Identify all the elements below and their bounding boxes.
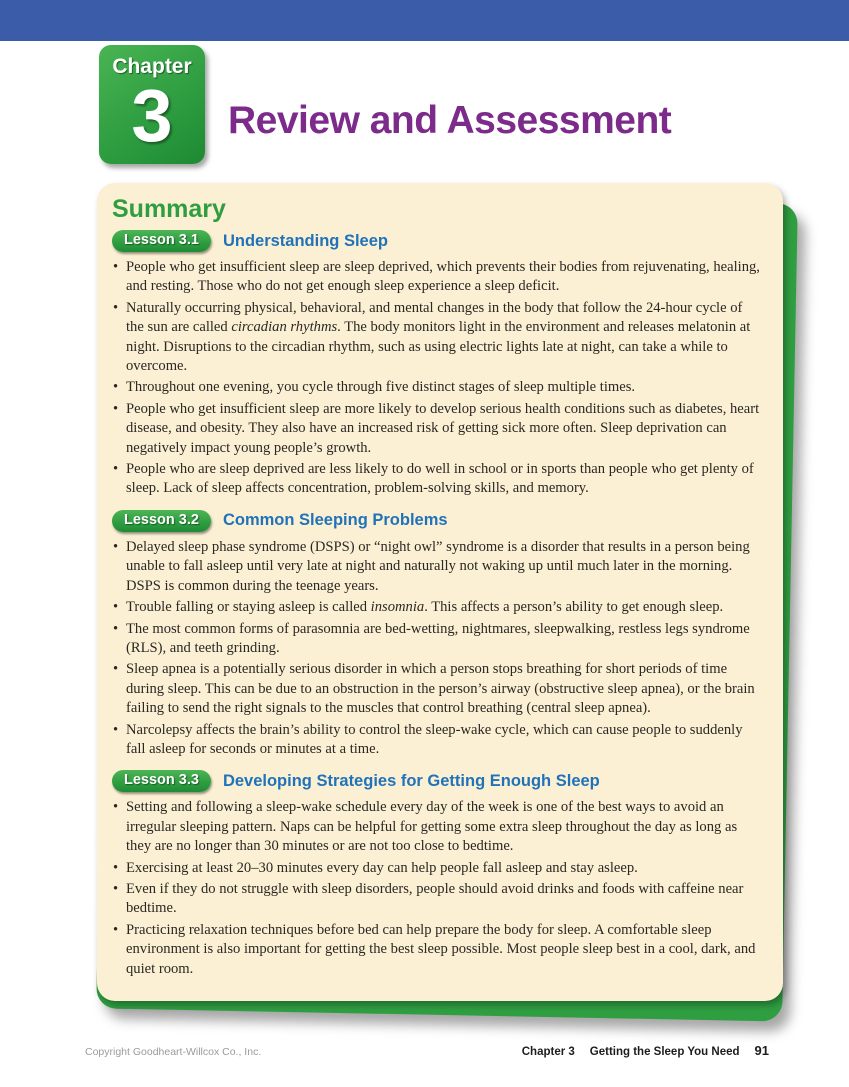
lessons-container (112, 230, 763, 979)
lesson-header (112, 770, 763, 792)
summary-bullet: • Trouble falling or staying asleep is called insomnia. This affects a person’s ability to get enough sleep. (113, 598, 763, 617)
lesson-section (112, 230, 763, 499)
lesson-section (112, 510, 763, 759)
summary-bullet: • Sleep apnea is a potentially serious disorder in which a person stops breathing for short periods of time during sleep. This can be due to an obstruction in the person’s airway (obstructive sleep apnea), or the brain failing to send the right signals to the muscles that control breathing (central sleep apnea). (113, 660, 763, 718)
lesson-header (112, 510, 763, 532)
summary-bullet: • Naturally occurring physical, behavioral, and mental changes in the body that follow the 24-hour cycle of the sun are called circadian rhythms. The body monitors light in the environment and releases melatonin at night. Disruptions to the circadian rhythm, such as using electric lights late at night, can take a while to overcome. (113, 299, 763, 377)
summary-panel-wrap (97, 183, 783, 1001)
summary-bullet: • People who get insufficient sleep are sleep deprived, which prevents their bodies from rejuvenating, healing, and resting. Those who do not get enough sleep experience a sleep deficit. (113, 258, 763, 297)
bullet-list (112, 258, 763, 499)
summary-bullet: • The most common forms of parasomnia are bed-wetting, nightmares, sleepwalking, restless legs syndrome (RLS), and teeth grinding. (113, 620, 763, 659)
summary-bullet: • Even if they do not struggle with sleep disorders, people should avoid drinks and foods with caffeine near bedtime. (113, 880, 763, 919)
lesson-title: Developing Strategies for Getting Enough Sleep (222, 771, 600, 790)
copyright-text: Copyright Goodheart-Willcox Co., Inc. (85, 1046, 262, 1058)
lesson-badge: Lesson 3.2 (112, 510, 211, 532)
summary-bullet: • Delayed sleep phase syndrome (DSPS) or “night owl” syndrome is a disorder that results in a person being unable to fall asleep until very late at night and naturally not waking up until much later in the morning. DSPS is common during the teenage years. (113, 538, 763, 596)
footer-page-number: 91 (754, 1043, 769, 1058)
chapter-number: 3 (131, 74, 173, 157)
top-bar (0, 0, 849, 41)
lesson-header (112, 230, 763, 252)
page-title: Review and Assessment (228, 99, 672, 142)
summary-panel (97, 183, 783, 1001)
summary-bullet: • People who get insufficient sleep are more likely to develop serious health conditions such as diabetes, heart disease, and obesity. They also have an increased risk of getting sick more often. Sleep deprivation can negatively impact young people’s growth. (113, 400, 763, 458)
footer-right (522, 1043, 769, 1058)
summary-title: Summary (112, 195, 226, 223)
summary-bullet: • Throughout one evening, you cycle through five distinct stages of sleep multiple times. (113, 378, 763, 397)
page-footer (85, 1043, 769, 1058)
summary-bullet: • People who are sleep deprived are less likely to do well in school or in sports than people who get plenty of sleep. Lack of sleep affects concentration, problem-solving skills, and memory. (113, 460, 763, 499)
bullet-list (112, 538, 763, 759)
chapter-label: Chapter (112, 55, 192, 78)
lesson-badge: Lesson 3.3 (112, 770, 211, 792)
lesson-title: Common Sleeping Problems (222, 511, 448, 530)
lesson-title: Understanding Sleep (222, 231, 388, 250)
chapter-badge (99, 45, 205, 164)
summary-bullet: • Setting and following a sleep-wake schedule every day of the week is one of the best ways to avoid an irregular sleeping pattern. Naps can be helpful for getting some extra sleep throughout the day as long as they are no longer than 30 minutes or are not too close to bedtime. (113, 798, 763, 856)
footer-chapter: Chapter 3 (521, 1046, 575, 1058)
summary-bullet: • Exercising at least 20–30 minutes every day can help people fall asleep and stay asleep. (113, 859, 763, 878)
lesson-badge: Lesson 3.1 (112, 230, 211, 252)
bullet-list (112, 798, 763, 979)
summary-bullet: • Narcolepsy affects the brain’s ability to control the sleep-wake cycle, which can cause people to suddenly fall asleep for seconds or minutes at a time. (113, 721, 763, 760)
lesson-section (112, 770, 763, 979)
summary-bullet: • Practicing relaxation techniques before bed can help prepare the body for sleep. A comfortable sleep environment is also important for getting the best sleep possible. Most people sleep best in a cool, dark, and quiet room. (113, 921, 763, 979)
footer-section: Getting the Sleep You Need (589, 1046, 740, 1058)
